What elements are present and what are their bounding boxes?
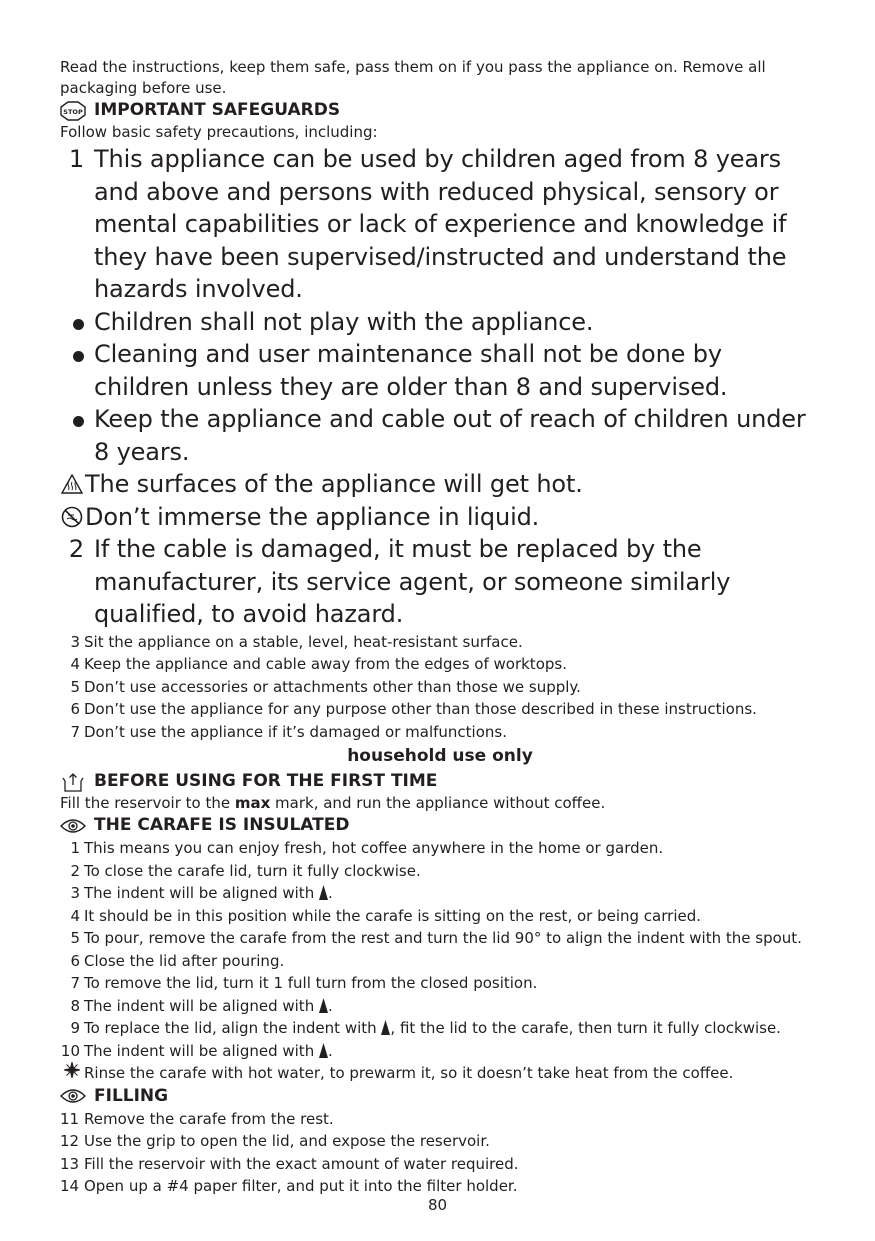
list-item-text: Remove the carafe from the rest.: [84, 1109, 334, 1128]
safeguards-subtitle: Follow basic safety precautions, including:: [60, 123, 378, 141]
list-item-text: [84, 1040, 820, 1063]
carafe-title: THE CARAFE IS INSULATED: [94, 815, 350, 835]
list-item-text: Keep the appliance and cable away from the edges of worktops.: [84, 655, 567, 673]
list-item-text: Fill the reservoir with the exact amount of water required.: [84, 1154, 519, 1173]
list-item-text: [84, 995, 820, 1018]
indent-pointer-icon: [319, 1043, 328, 1058]
list-item-number: 8: [70, 996, 80, 1015]
list-item: [60, 1175, 820, 1198]
list-item-text: It should be in this position while the carafe is sitting on the rest, or being carried.: [84, 906, 701, 925]
list-item-text-part: .: [327, 996, 333, 1015]
big-item-text: Children shall not play with the appliance.: [94, 307, 594, 336]
list-item-number: 4: [70, 906, 80, 925]
list-item: [60, 1040, 820, 1063]
list-item-text: Close the lid after pouring.: [84, 951, 285, 970]
big-item-text: If the cable is damaged, it must be replaced by the manufacturer, its service agent, or someone similarly qualified, to avoid hazard.: [94, 535, 731, 628]
big-item: [60, 501, 820, 534]
list-item-text: Don’t use the appliance if it’s damaged or malfunctions.: [84, 722, 507, 741]
list-item-number: 7: [70, 722, 80, 741]
big-item: [60, 468, 820, 501]
list-item: [60, 1130, 820, 1153]
list-item: [60, 882, 820, 905]
list-item-text: To close the carafe lid, turn it fully clockwise.: [84, 861, 421, 880]
list-item: [60, 837, 820, 860]
list-item-number: 11: [60, 1109, 80, 1128]
big-safety-list: [60, 143, 820, 631]
big-item-number: 1: [68, 145, 84, 173]
big-item: [60, 533, 820, 631]
list-item: [60, 1108, 820, 1131]
list-item-text: This means you can enjoy fresh, hot coffee anywhere in the home or garden.: [84, 839, 664, 857]
small-safety-list: [60, 631, 820, 744]
page-number: 80: [427, 1196, 448, 1214]
list-item-text: To remove the lid, turn it 1 full turn from the closed position.: [84, 974, 538, 992]
list-item-text: To pour, remove the carafe from the rest and turn the lid 90° to align the indent with the spout.: [84, 929, 802, 947]
no-immerse-icon: [60, 501, 84, 534]
list-item-text: Open up a #4 paper filter, and put it into the filter holder.: [84, 1177, 518, 1195]
list-item-number: 6: [70, 700, 80, 718]
first-time-text-part: mark, and run the appliance without coffee.: [270, 794, 606, 812]
max-mark-label: max: [234, 794, 271, 812]
indent-pointer-icon: [319, 885, 328, 900]
carafe-heading: [60, 814, 820, 837]
list-item: [60, 721, 820, 744]
filling-heading: [60, 1085, 820, 1108]
list-item: [60, 972, 820, 995]
list-item: [60, 995, 820, 1018]
list-item-number: 3: [70, 632, 80, 651]
big-item: [60, 306, 820, 339]
bullet-icon: [60, 403, 84, 468]
hot-surface-icon: [60, 468, 84, 501]
bullet-icon: [60, 338, 84, 403]
filling-list: [60, 1108, 820, 1198]
list-item: [60, 698, 820, 721]
stop-icon: [60, 101, 86, 121]
big-item: [60, 143, 820, 306]
list-item-text-part: To replace the lid, align the indent with: [84, 1019, 382, 1037]
indent-pointer-icon: [319, 998, 328, 1013]
intro-text: Read the instructions, keep them safe, pass them on if you pass the appliance on. Remove all packaging before use.: [60, 58, 766, 97]
list-item: [60, 927, 820, 950]
tip-text: Rinse the carafe with hot water, to prewarm it, so it doesn’t take heat from the coffee.: [84, 1064, 734, 1082]
first-time-title: BEFORE USING FOR THE FIRST TIME: [94, 771, 438, 791]
carafe-list: [60, 837, 820, 1085]
list-item-text: Use the grip to open the lid, and expose the reservoir.: [84, 1132, 490, 1150]
first-time-heading: [60, 770, 820, 793]
sparkle-icon: [60, 1062, 84, 1085]
list-item-number: 4: [70, 655, 80, 673]
list-item-text-part: The indent will be aligned with: [84, 1041, 319, 1060]
list-item-number: 7: [70, 974, 80, 992]
list-item-text: Sit the appliance on a stable, level, heat-resistant surface.: [84, 632, 523, 651]
big-item-text: This appliance can be used by children aged from 8 years and above and persons with reduced physical, sensory or mental capabilities or lack of experience and knowledge if they have been supervised/instructed and understand the hazards involved.: [94, 145, 787, 303]
big-item: [60, 338, 820, 403]
safeguards-heading: [60, 99, 820, 122]
safeguards-title: IMPORTANT SAFEGUARDS: [94, 100, 341, 120]
bullet-icon: [60, 306, 84, 339]
list-item: [60, 653, 820, 676]
list-item-number: 5: [70, 929, 80, 947]
list-item-number: 13: [60, 1154, 80, 1173]
big-item: [60, 403, 820, 468]
list-item-number: 10: [60, 1041, 80, 1060]
list-item-text-part: The indent will be aligned with: [84, 996, 319, 1015]
household-use-note: household use only: [347, 746, 533, 766]
list-item: [60, 860, 820, 883]
first-time-text-part: Fill the reservoir to the: [60, 794, 235, 812]
list-item-number: 9: [70, 1019, 80, 1037]
first-time-text: [60, 793, 820, 814]
big-item-number: 2: [68, 535, 84, 563]
list-item-number: 6: [70, 951, 80, 970]
list-item-number: 14: [60, 1177, 80, 1195]
list-item-number: 2: [70, 861, 80, 880]
eye-icon: [60, 816, 86, 836]
page-content: [60, 57, 820, 1198]
list-item-text-part: , fit the lid to the carafe, then turn it fully clockwise.: [390, 1019, 781, 1037]
unpack-box-icon: [60, 772, 86, 792]
big-item-text: Don’t immerse the appliance in liquid.: [85, 502, 540, 531]
list-item: [60, 676, 820, 699]
list-item: [60, 1017, 820, 1040]
list-item-text: Don’t use the appliance for any purpose other than those described in these instructions.: [84, 700, 757, 718]
list-item-number: 5: [70, 677, 80, 696]
filling-title: FILLING: [94, 1085, 169, 1106]
list-item-number: 1: [70, 839, 80, 857]
list-item-number: 12: [60, 1132, 80, 1150]
list-item-text: Don’t use accessories or attachments other than those we supply.: [84, 677, 581, 696]
list-item-number: 3: [70, 884, 80, 902]
big-item-text: The surfaces of the appliance will get hot.: [85, 470, 583, 498]
list-item: [60, 1153, 820, 1176]
list-item-text-part: .: [327, 884, 333, 902]
list-item-text-part: .: [327, 1041, 333, 1060]
big-item-text: Keep the appliance and cable out of reach of children under 8 years.: [94, 405, 806, 466]
list-item: [60, 631, 820, 654]
big-item-text: Cleaning and user maintenance shall not be done by children unless they are older than 8 and supervised.: [94, 340, 728, 401]
list-item-text-part: The indent will be aligned with: [84, 884, 319, 902]
tip-item: [60, 1062, 820, 1085]
list-item: [60, 905, 820, 928]
list-item: [60, 950, 820, 973]
list-item-text: [84, 882, 820, 905]
stop-icon-label: STOP: [63, 107, 83, 116]
eye-icon: [60, 1086, 86, 1106]
list-item-text: [84, 1017, 820, 1040]
